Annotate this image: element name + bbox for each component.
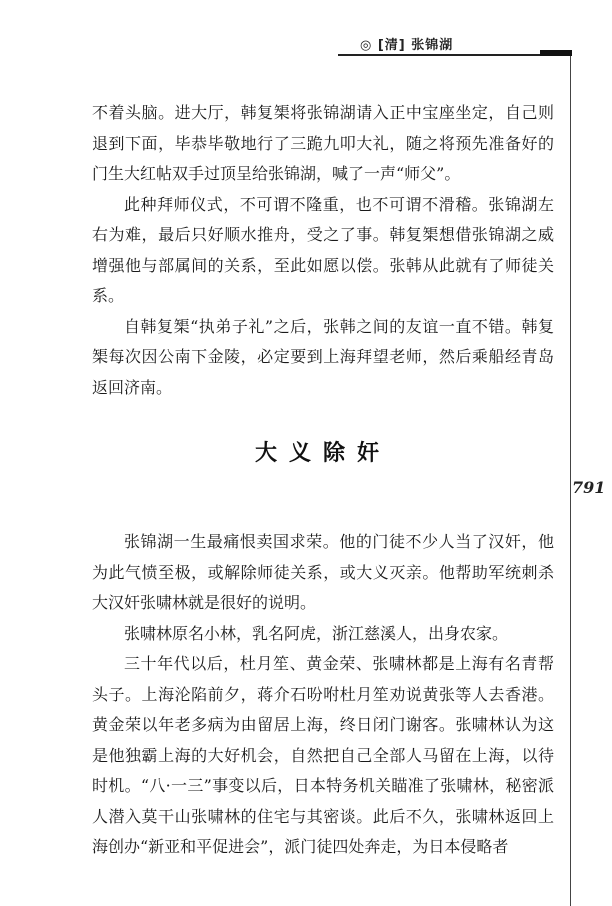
margin-rule <box>570 56 571 906</box>
page-number: 791 <box>572 478 606 497</box>
running-header: ◎ [清] 张锦湖 <box>360 38 454 53</box>
section-2-body <box>92 527 554 863</box>
paragraph: 此种拜师仪式，不可谓不隆重，也不可谓不滑稽。张锦湖左右为难，最后只好顺水推舟，受之了事。韩复榘想借张锦湖之威增强他与部属间的关系，至此如愿以偿。张韩从此就有了师徒关系。 <box>92 194 554 305</box>
paragraph: 三十年代以后，杜月笙、黄金荣、张啸林都是上海有名青帮头子。上海沦陷前夕，蒋介石吩咐杜月笙劝说黄张等人去香港。黄金荣以年老多病为由留居上海，终日闭门谢客。张啸林认为这是他独霸上海的大好机会，自然把自己全部人马留在上海，以待时机。“八·一三”事变以后，日本特务机关瞄准了张啸林，秘密派人潜入莫干山张啸林的住宅与其密谈。此后不久，张啸林返回上海创办“新亚和平促进会”，派门徒四处奔走，为日本侵略者 <box>92 654 554 856</box>
paragraph: 张锦湖一生最痛恨卖国求荣。他的门徒不少人当了汉奸，他为此气愤至极，或解除师徒关系，或大义灭亲。他帮助军统刺杀大汉奸张啸林就是很好的说明。 <box>92 532 554 612</box>
section-1-body <box>92 98 554 403</box>
header-rule-accent <box>540 50 572 56</box>
section-title: 大义除奸 <box>254 441 391 466</box>
paragraph: 自韩复榘“执弟子礼”之后，张韩之间的友谊一直不错。韩复榘每次因公南下金陵，必定要到上海拜望老师，然后乘船经青岛返回济南。 <box>92 316 554 397</box>
paragraph: 张啸林原名小林，乳名阿虎，浙江慈溪人，出身农家。 <box>124 623 509 643</box>
header-rule <box>338 54 570 56</box>
paragraph: 不着头脑。进大厅，韩复榘将张锦湖请入正中宝座坐定，自己则退到下面，毕恭毕敬地行了三跪九叩大礼，随之将预先准备好的门生大红帖双手过顶呈给张锦湖，喊了一声“师父”。 <box>92 103 554 183</box>
